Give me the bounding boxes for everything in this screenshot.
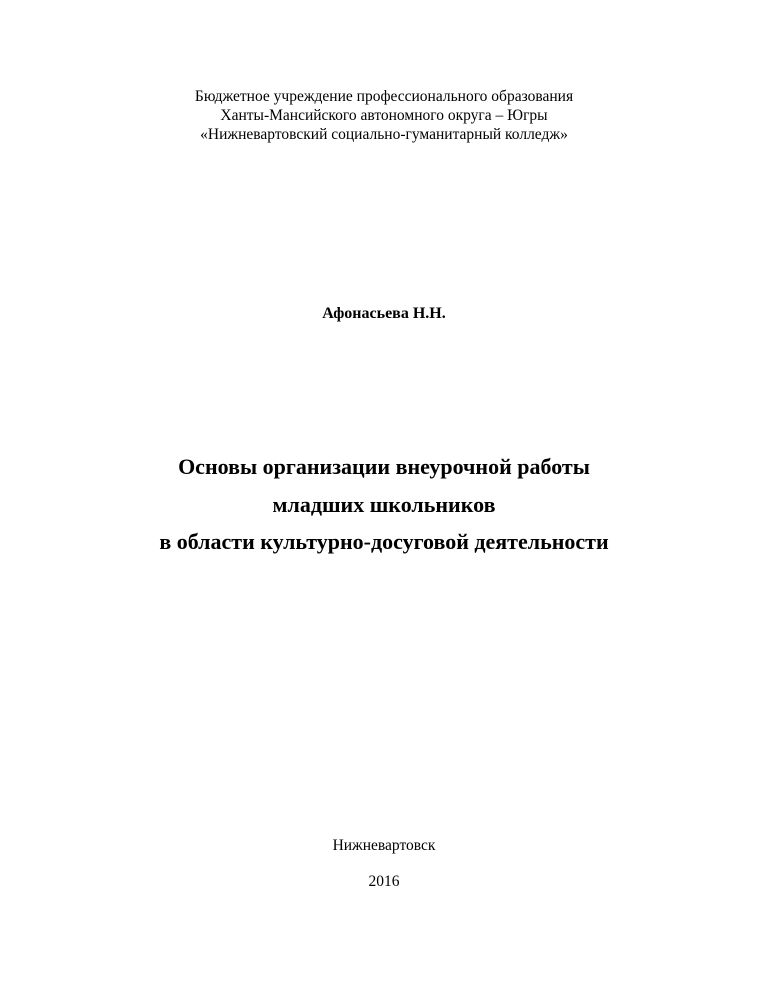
publication-year: 2016 [368, 873, 400, 890]
title-line-2: младших школьников [272, 491, 496, 517]
institution-line-3: «Нижневартовский социально-гуманитарный колледж» [200, 126, 568, 143]
author-name: Афонасьева Н.Н. [322, 305, 446, 322]
title-line-1: Основы организации внеурочной работы [178, 454, 590, 479]
title-line-3: в области культурно-досуговой деятельности [159, 529, 609, 554]
document-title [0, 448, 768, 561]
publication-city: Нижневартовск [332, 837, 436, 854]
institution-line-2: Ханты-Мансийского автономного округа – Югры [220, 107, 548, 124]
institution-block [0, 87, 768, 144]
institution-line-1: Бюджетное учреждение профессионального образования [194, 88, 574, 105]
